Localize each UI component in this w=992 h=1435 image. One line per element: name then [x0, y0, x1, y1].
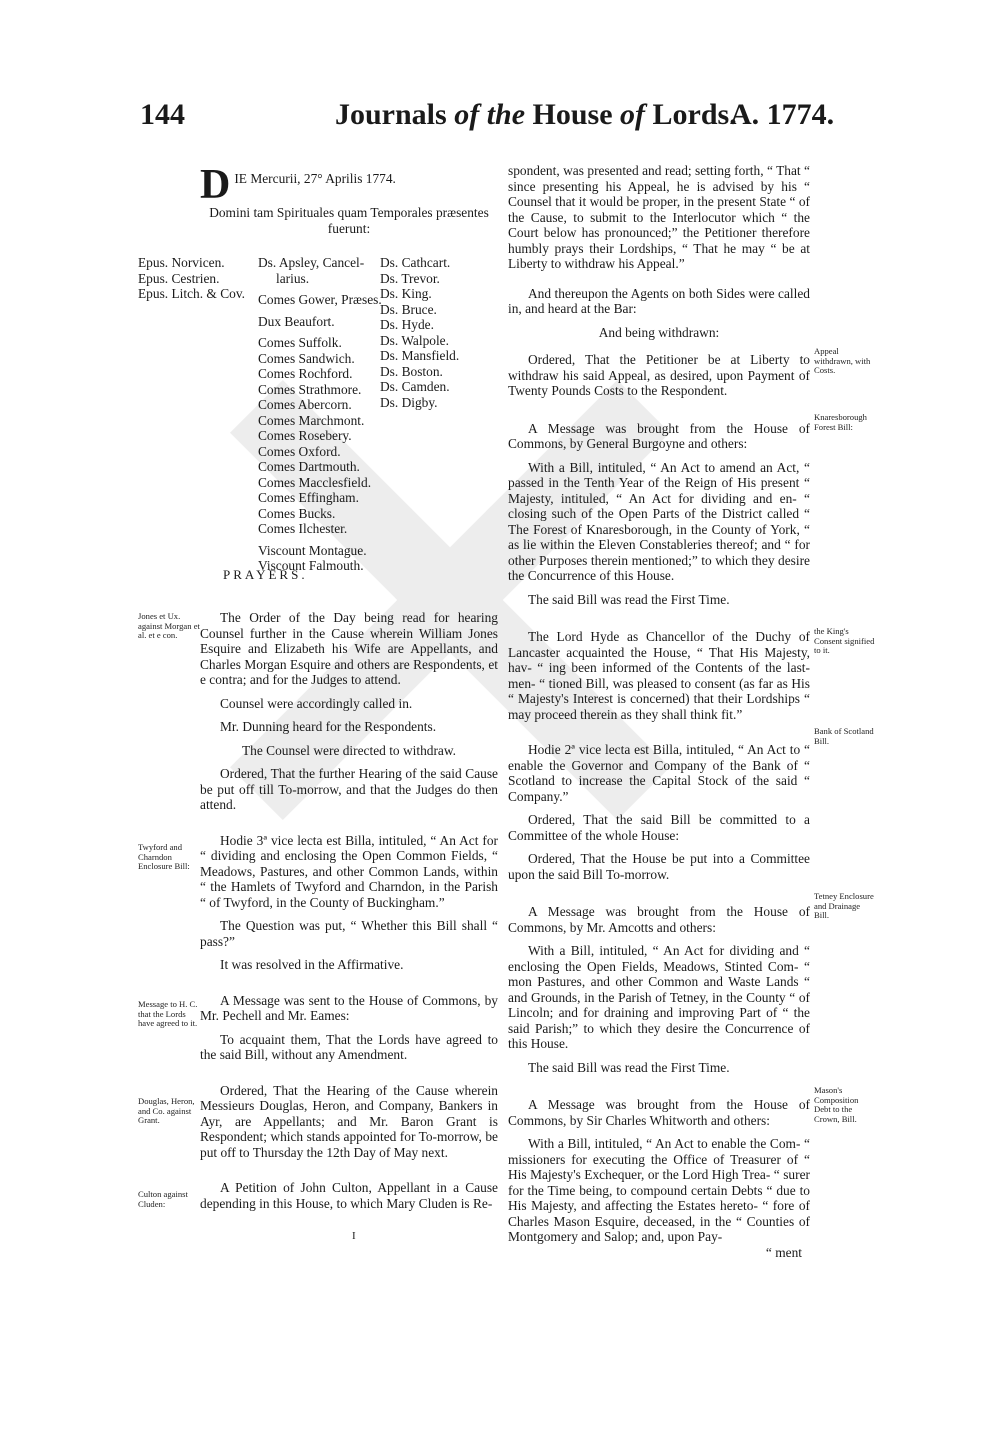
- paragraph: Ordered, That the Hearing of the Cause wherein Messieurs Douglas, Heron, and Company, Bankers in Ayr, are Appellants; and Mr. Baron Grant is Respondent; which stands appointed for To-morrow, be put off to Thursday the 12th Day of May next.: [200, 1082, 498, 1160]
- paragraph: Hodie 3ª vice lecta est Billa, intituled, “ An Act for “ dividing and enclosing the Open Common Fields, “ Meadows, Pastures, and other Common Lands, within “ the Hamlets of Twyford and Charndon, in the Parish “ of Twyford, in the County of Buckingham.”: [200, 832, 498, 910]
- attendance-heading-line: fuerunt:: [327, 220, 371, 236]
- paragraph: The Question was put, “ Whether this Bill shall “ pass?”: [200, 918, 498, 949]
- attendee: Comes Strathmore.: [258, 381, 362, 397]
- paragraph: To acquaint them, That the Lords have agreed to the said Bill, without any Amendment.: [200, 1031, 498, 1062]
- attendance-heading: [200, 205, 498, 236]
- left-proceedings: [200, 610, 498, 1219]
- margin-note: the King's Consent signified to it.: [814, 626, 875, 656]
- attendee: Comes Bucks.: [258, 505, 336, 521]
- attendee: Ds. Bruce.: [380, 301, 437, 317]
- attendee: Ds. Hyde.: [380, 317, 434, 332]
- attendee: Ds. Boston.: [380, 363, 443, 379]
- paragraph: Ordered, That the further Hearing of the said Cause be put off till To-morrow, and that the Judges do then attend.: [200, 766, 498, 812]
- paragraph: A Petition of John Culton, Appellant in a Cause depending in this House, to which Mary Cluden is Re-: [200, 1180, 498, 1211]
- left-column: [200, 162, 498, 252]
- attendee: Comes Abercorn.: [258, 397, 352, 412]
- right-column: [508, 163, 810, 1260]
- title-part: House: [525, 98, 621, 131]
- margin-note: Message to H. C. that the Lords have agreed to it.: [138, 999, 198, 1029]
- attendee: Ds. King.: [380, 286, 432, 301]
- margin-note: Jones et Ux. against Morgan et al. et e con.: [138, 611, 200, 641]
- paragraph: With a Bill, intituled, “ An Act to amend an Act, “ passed in the Tenth Year of the Reign of His present “ Majesty, intituled, “ An Act for dividing and en- “ closing such of the Open Parts of the District called “ The Forest of Knaresborough, in the County of York, “ as lie within the Eleven Constableries thereof; and “ for other Purposes therein mentioned;” to which they desire the Concurrence of this House.: [508, 459, 810, 583]
- title-part: of the: [454, 98, 526, 131]
- date-line: [200, 162, 498, 208]
- paragraph: Mr. Dunning heard for the Respondents.: [220, 719, 437, 734]
- attendee: Comes Gower, Præses.: [258, 292, 382, 307]
- attendee: Comes Marchmont.: [258, 412, 365, 428]
- attendee: Comes Suffolk.: [258, 335, 342, 350]
- attendee: Comes Dartmouth.: [258, 459, 360, 474]
- prayers-heading: PRAYERS.: [223, 567, 308, 582]
- attendee: Viscount Falmouth.: [258, 558, 364, 573]
- lords-list-middle: [258, 255, 382, 574]
- attendee: Comes Effingham.: [258, 490, 359, 505]
- title-part: of: [620, 98, 646, 131]
- paragraph: Ordered, That the Petitioner be at Liberty to withdraw his said Appeal, as desired, upon Payment of Twenty Pounds Costs to the Respondent.: [508, 352, 810, 398]
- bishops-list: [138, 255, 245, 302]
- attendee: Ds. Cathcart.: [380, 255, 451, 270]
- paragraph: A Message was brought from the House of Commons, by General Burgoyne and others:: [508, 420, 810, 451]
- paragraph: With a Bill, intituled, “ An Act for dividing and “ enclosing the Open Fields, Meadows, Stinted Com- “ mon Pastures, and other Common and Waste Lands “ and Grounds, in the Parish of Tetney, in the County “ of Lincoln; and for draining and improving Part of “ the said Parish;” to which they desire the Concurrence of this House.: [508, 943, 810, 1051]
- paragraph: Ordered, That the House be put into a Committee upon the said Bill To-morrow.: [508, 851, 810, 882]
- paragraph: The said Bill was read the First Time.: [528, 591, 730, 607]
- attendee: Comes Sandwich.: [258, 350, 355, 366]
- attendee: Ds. Apsley, Cancel-: [258, 255, 365, 270]
- title-part: Lords.: [645, 98, 737, 131]
- attendee: Viscount Montague.: [258, 542, 367, 558]
- drop-cap: D: [200, 162, 231, 208]
- paragraph: Ordered, That the said Bill be committed to a Committee of the whole House:: [508, 812, 810, 843]
- lords-list-right: [380, 255, 459, 410]
- margin-note: Mason's Composition Debt to the Crown, Bill.: [814, 1085, 859, 1124]
- paragraph: Counsel were accordingly called in.: [220, 695, 413, 711]
- date-text: IE Mercurii, 27° Aprilis 1774.: [234, 171, 396, 186]
- attendee: Comes Macclesfield.: [258, 474, 372, 490]
- paragraph: The said Bill was read the First Time.: [528, 1059, 730, 1075]
- running-title: [335, 98, 737, 132]
- attendee: Epus. Norvicen.: [138, 255, 225, 270]
- paragraph: The Counsel were directed to withdraw.: [241, 742, 457, 758]
- paragraph: The Lord Hyde as Chancellor of the Duchy of Lancaster acquainted the House, “ That His Majesty, hav- “ ing been informed of the Contents of the last-men- “ tioned Bill, was pleased to consent (as far as His “ Majesty's Interest is concerned) that their Lordships “ may proceed therein as they shall think fit.”: [508, 629, 810, 722]
- attendee: Ds. Camden.: [380, 379, 450, 394]
- attendee: Dux Beaufort.: [258, 313, 335, 329]
- margin-note: Knaresborough Forest Bill:: [814, 412, 867, 432]
- paragraph: A Message was brought from the House of Commons, by Sir Charles Whitworth and others:: [508, 1097, 810, 1128]
- attendee: Comes Rochford.: [258, 366, 353, 381]
- paragraph: With a Bill, intituled, “ An Act to enable the Com- “ missioners for executing the Office of Treasurer of “ His Majesty's Exchequer, or the Lord High Trea- “ surer for the Time being, to compound certain Debts “ due to His Majesty, and affecting the Estates hereto- “ fore of Charles Mason Esquire, deceased, in the “ Counties of Montgomery and Salop; and, upon Pay-: [508, 1136, 810, 1244]
- attendee: Epus. Litch. & Cov.: [138, 286, 245, 301]
- running-year: A. 1774.: [730, 98, 835, 131]
- margin-note: Bank of Scotland Bill.: [814, 726, 874, 746]
- paragraph: A Message was brought from the House of Commons, by Mr. Amcotts and others:: [508, 904, 810, 935]
- paragraph: And thereupon the Agents on both Sides were called in, and heard at the Bar:: [508, 285, 810, 316]
- signature-mark: I: [352, 1230, 356, 1242]
- paragraph: A Message was sent to the House of Commons, by Mr. Pechell and Mr. Eames:: [200, 992, 498, 1023]
- margin-note: Culton against Cluden:: [138, 1189, 188, 1209]
- margin-note: Twyford and Charndon Enclosure Bill:: [138, 842, 190, 872]
- attendee: Ds. Walpole.: [380, 332, 449, 348]
- paragraph: spondent, was presented and read; setting forth, “ That “ since presenting his Appeal, he is advised by his “ Counsel that it would be proper, in the present State “ of the Cause, to submit to the Interlocutor which “ the Court below has pronounced;” the Petitioner therefore humbly prays their Lordships, “ That he may “ be at Liberty to withdraw his Appeal.”: [508, 163, 810, 271]
- margin-note: Tetney Enclosure and Drainage Bill.: [814, 891, 874, 921]
- page-number: 144: [140, 98, 185, 131]
- attendee: Ds. Digby.: [380, 394, 438, 410]
- title-part: Journals: [335, 98, 455, 131]
- attendee: Comes Ilchester.: [258, 521, 348, 536]
- paragraph: The Order of the Day being read for hearing Counsel further in the Cause wherein William Jones Esquire and Elizabeth his Wife are Appellants, and Charles Morgan Esquire and others are Respondents, et e contra; and for the Judges to attend.: [200, 610, 498, 687]
- margin-note: Douglas, Heron, and Co. against Grant.: [138, 1096, 195, 1126]
- paragraph: It was resolved in the Affirmative.: [220, 957, 404, 972]
- attendee: larius.: [276, 270, 310, 286]
- margin-note: Appeal withdrawn, with Costs.: [814, 346, 871, 376]
- attendee: Epus. Cestrien.: [138, 270, 220, 286]
- attendee: Comes Rosebery.: [258, 428, 352, 443]
- paragraph: And being withdrawn:: [598, 324, 720, 340]
- catchword: “ ment: [765, 1244, 802, 1260]
- attendance-heading-line: Domini tam Spirituales quam Temporales præsentes: [209, 205, 489, 220]
- paragraph: Hodie 2ª vice lecta est Billa, intituled, “ An Act to “ enable the Governor and Company of the Bank of “ Scotland to increase the Capital Stock of the said “ Company.”: [508, 742, 810, 804]
- attendee: Ds. Mansfield.: [380, 348, 460, 363]
- attendee: Ds. Trevor.: [380, 270, 440, 286]
- attendee: Comes Oxford.: [258, 443, 341, 459]
